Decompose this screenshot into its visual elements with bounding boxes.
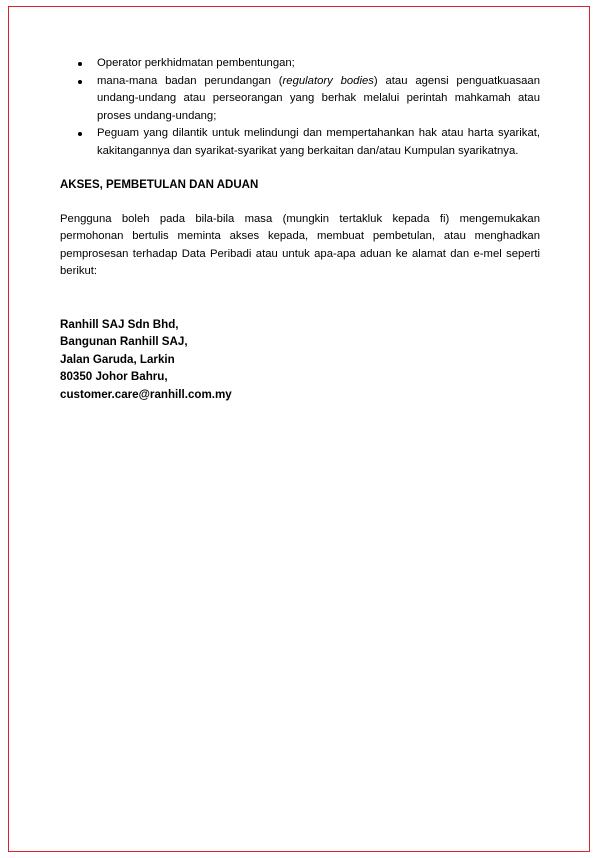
contact-address [60,316,540,404]
bullet-list [60,55,540,160]
address-line: Bangunan Ranhill SAJ, [60,335,188,348]
bullet-icon [78,132,82,136]
address-line: Jalan Garuda, Larkin [60,352,175,366]
address-line: 80350 Johor Bahru, [60,370,168,383]
bullet-text: Peguam yang dilantik untuk melindungi dan mempertahankan hak atau harta syarikat, kakitangannya dan syarikat-syarikat yang berkaitan dan/atau Kumpulan syarikatnya. [97,127,540,157]
bullet-item [60,125,540,160]
address-line: Ranhill SAJ Sdn Bhd, [60,317,179,331]
section-heading: AKSES, PEMBETULAN DAN ADUAN [60,179,259,191]
bullet-italic-text: regulatory bodies [282,74,374,87]
bullet-item [60,55,540,73]
bullet-text-continued: ) atau agensi penguatkuasaan undang-undang atau perseorangan yang berhak melalui perintah mahkamah atau proses undang-undang; [97,74,540,122]
contact-email: customer.care@ranhill.com.my [60,387,232,401]
bullet-icon [78,62,82,66]
section-paragraph: Pengguna boleh pada bila-bila masa (mungkin tertakluk kepada fi) mengemukakan permohonan bertulis meminta akses kepada, membuat pembetulan, atau menghadkan pemprosesan terhadap Data Peribadi atau untuk apa-apa aduan ke alamat dan e-mel seperti berikut: [60,212,540,277]
bullet-text: Operator perkhidmatan pembentungan; [97,57,295,69]
bullet-icon [78,80,82,84]
page-content [60,55,540,403]
bullet-text: mana-mana badan perundangan ( [97,74,283,87]
bullet-item [60,73,540,126]
